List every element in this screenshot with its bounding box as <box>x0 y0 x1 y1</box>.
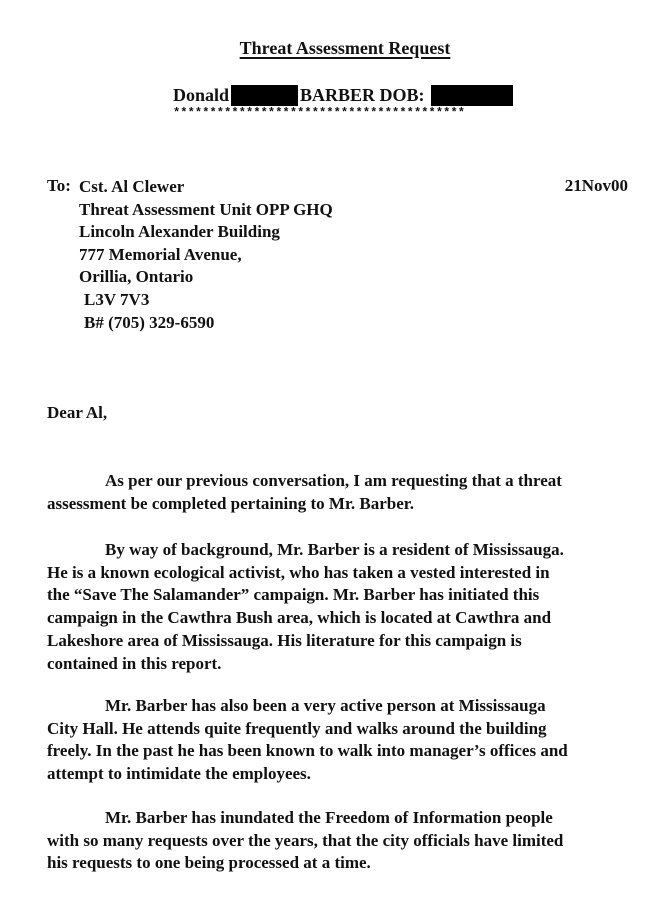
address-line: B# (705) 329-6590 <box>84 312 215 332</box>
body-paragraph <box>47 695 655 786</box>
paragraph-line: As per our previous conversation, I am requesting that a threat <box>105 471 562 490</box>
address-line: Threat Assessment Unit OPP GHQ <box>79 199 333 219</box>
paragraph-line: By way of background, Mr. Barber is a resident of Mississauga. <box>105 540 564 559</box>
salutation: Dear Al, <box>47 403 108 422</box>
subject-surname-dob: BARBER DOB: <box>300 85 425 105</box>
address-line: Cst. Al Clewer <box>79 177 185 196</box>
paragraph-line: contained in this report. <box>47 653 222 673</box>
address-line: Orillia, Ontario <box>79 267 194 287</box>
body-paragraph <box>47 807 655 875</box>
paragraph-line: Lakeshore area of Mississauga. His literature for this campaign is <box>47 630 522 650</box>
paragraph-line: He is a known ecological activist, who has taken a vested interested in <box>47 562 550 582</box>
paragraph-line: assessment be completed pertaining to Mr. Barber. <box>47 493 415 513</box>
paragraph-line: the “Save The Salamander” campaign. Mr. Barber has initiated this <box>47 585 540 605</box>
paragraph-line: with so many requests over the years, that the city officials have limited <box>47 830 564 850</box>
paragraph-line: freely. In the past he has been known to walk into manager’s offices and <box>47 741 568 761</box>
subject-line <box>173 85 513 106</box>
address-line: Lincoln Alexander Building <box>79 222 280 242</box>
redaction-bar <box>231 85 298 106</box>
recipient-address <box>79 176 333 334</box>
paragraph-line: campaign in the Cawthra Bush area, which is located at Cawthra and <box>47 608 552 628</box>
paragraph-line: attempt to intimidate the employees. <box>47 764 311 784</box>
paragraph-line: City Hall. He attends quite frequently and walks around the building <box>47 718 547 738</box>
body-paragraph <box>47 470 655 515</box>
paragraph-line: his requests to one being processed at a time. <box>47 853 371 873</box>
subject-first-name: Donald <box>173 85 230 105</box>
address-line: 777 Memorial Avenue, <box>79 244 242 264</box>
asterisk-divider: **************************************** <box>173 106 466 120</box>
letter-date: 21Nov00 <box>564 176 628 195</box>
address-line: L3V 7V3 <box>84 289 150 309</box>
to-label: To: <box>47 176 71 195</box>
document-title: Threat Assessment Request <box>239 38 451 58</box>
body-paragraph <box>47 539 655 675</box>
paragraph-line: Mr. Barber has inundated the Freedom of Information people <box>105 808 553 827</box>
paragraph-line: Mr. Barber has also been a very active person at Mississauga <box>105 696 546 715</box>
redaction-bar <box>431 85 513 106</box>
